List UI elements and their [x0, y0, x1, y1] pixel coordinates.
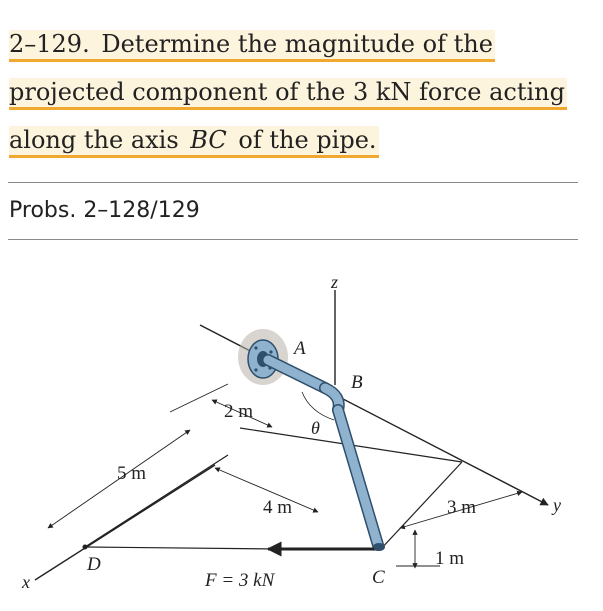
dim-2m-ext: [170, 384, 228, 412]
problem-number: 2–129.: [9, 30, 92, 62]
problem-statement: [9, 20, 594, 164]
pipe-end-c: [373, 543, 385, 551]
line-d-extension: [85, 455, 228, 547]
point-d: [83, 545, 88, 550]
label-dim-2m: 2 m: [224, 401, 254, 422]
problem-text: Determine the magnitude of the projected component of the 3 kN force acting along the axis: [9, 30, 567, 158]
pipe-figure: [0, 240, 603, 607]
label-dim-4m: 4 m: [263, 497, 293, 518]
label-y: y: [553, 495, 561, 515]
label-dim-1m: 1 m: [435, 548, 465, 569]
label-dim-3m: 3 m: [447, 497, 477, 518]
label-x: x: [22, 572, 30, 592]
label-a: A: [294, 338, 306, 359]
problem-axis: BC: [190, 126, 228, 158]
problem-tail: of the pipe.: [238, 126, 378, 158]
label-dim-5m: 5 m: [117, 463, 147, 484]
label-d: D: [87, 554, 101, 575]
label-theta: θ: [311, 418, 320, 438]
axes: [35, 290, 548, 580]
figure-caption: Probs. 2–128/129: [9, 198, 200, 223]
ground-lines: [85, 428, 462, 550]
label-force: F = 3 kN: [205, 570, 275, 591]
label-b: B: [351, 372, 363, 393]
label-z: z: [331, 272, 339, 292]
pipe-diagram: [0, 240, 603, 607]
top-divider: [8, 182, 578, 183]
label-c: C: [372, 567, 385, 588]
